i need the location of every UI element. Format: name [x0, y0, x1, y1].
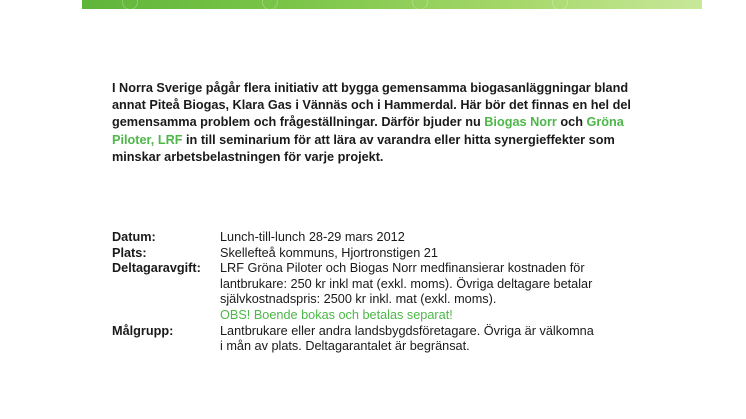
datum-row: [112, 230, 672, 246]
header-banner: [82, 0, 702, 9]
datum-value: Lunch-till-lunch 28-29 mars 2012: [220, 230, 405, 244]
malgrupp-line: i mån av plats. Deltagarantalet är begränsat.: [220, 339, 470, 354]
malgrupp-row: [112, 324, 672, 355]
deltagaravgift-value: [220, 261, 672, 323]
deltagaravgift-label: Deltagaravgift:: [112, 261, 201, 276]
avgift-line: självkostnadspris: 2500 kr inkl. mat (exkl. moms).: [220, 292, 497, 307]
malgrupp-value: [220, 324, 672, 355]
leaf-pattern-icon: [122, 0, 138, 9]
intro-text: och: [556, 115, 587, 130]
boende-notice: OBS! Boende bokas och betalas separat!: [220, 307, 453, 322]
grona-piloter-highlight: Gröna Piloter, LRF: [112, 115, 624, 147]
leaf-pattern-icon: [262, 0, 278, 9]
avgift-line: LRF Gröna Piloter och Biogas Norr medfinansierar kostnaden för: [220, 261, 585, 276]
leaf-pattern-icon: [412, 0, 428, 9]
plats-label: Plats:: [112, 245, 147, 260]
event-details: [112, 230, 672, 355]
malgrupp-label: Målgrupp:: [112, 323, 174, 338]
deltagaravgift-row: [112, 261, 672, 323]
malgrupp-line: Lantbrukare eller andra landsbygdsföretagare. Övriga är välkomna: [220, 323, 594, 338]
avgift-line: lantbrukare: 250 kr inkl mat (exkl. moms). Övriga deltagare betalar: [220, 276, 593, 291]
datum-label: Datum:: [112, 230, 156, 244]
intro-text: I Norra Sverige pågår flera initiativ att bygga gemensamma biogasanläggningar bland annat Piteå Biogas, Klara Gas i Vännäs och i Hammerdal. Här bör det finnas en hel del gemensamma problem och frågeställningar. Därför bjuder nu: [112, 81, 631, 130]
plats-value: Skellefteå kommuns, Hjortronstigen 21: [220, 245, 438, 260]
intro-text: in till seminarium för att lära av varandra eller hitta synergieffekter som minskar arbetsbelastningen för varje projekt.: [112, 132, 615, 164]
biogas-norr-highlight: Biogas Norr: [484, 115, 557, 130]
intro-paragraph: [112, 80, 652, 166]
leaf-pattern-icon: [552, 0, 568, 9]
plats-row: [112, 246, 672, 262]
